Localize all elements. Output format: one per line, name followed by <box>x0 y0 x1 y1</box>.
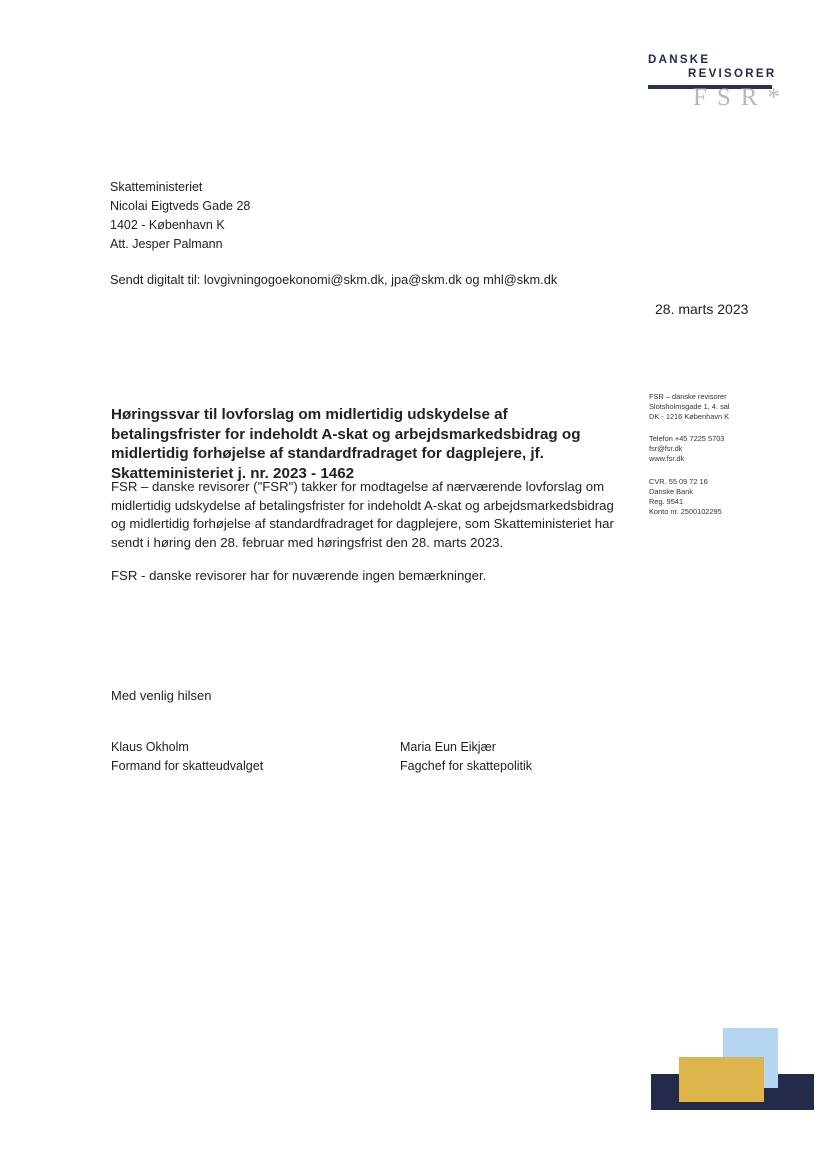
sidebar-address-2: DK - 1216 København K <box>649 412 730 421</box>
sidebar-reg: Reg. 9541 <box>649 497 684 506</box>
sidebar-web: www.fsr.dk <box>649 454 685 463</box>
signature-title: Fagchef for skattepolitik <box>400 759 533 773</box>
body-paragraph-1: FSR – danske revisorer ("FSR") takker for modtagelse af nærværende lovforslag om midlertidig udskydelse af betalingsfrister for indeholdt A-skat og arbejdsmarkedsbidrag og midlertidig forhøjelse af standardfradraget for dagplejere, som Skatteministeriet har sendt i høring den 28. februar med høringsfrist den 28. marts 2023. <box>111 479 614 550</box>
recipient-attention: Att. Jesper Palmann <box>110 237 223 251</box>
logo-mark-fsr: FSR* <box>693 84 790 111</box>
signature-name: Klaus Okholm <box>111 740 189 754</box>
body-paragraph-2: FSR - danske revisorer har for nuværende ingen bemærkninger. <box>111 568 487 583</box>
logo-text-danske: DANSKE <box>648 54 711 66</box>
recipient-name: Skatteministeriet <box>110 180 203 194</box>
sidebar-phone: Telefon +45 7225 5703 <box>649 434 725 443</box>
letter-heading: Høringssvar til lovforslag om midlertidig udskydelse af betalingsfrister for indeholdt A-skat og arbejdsmarkedsbidrag og midlertidig forhøjelse af standardfradraget for dagplejere, jf. Skatteministeriet j. nr. 2023 - 1462 <box>111 406 581 482</box>
recipient-city: 1402 - København K <box>110 218 225 232</box>
decorative-gold-block <box>679 1057 764 1102</box>
sent-digitally-line: Sendt digitalt til: lovgivningogoekonomi@skm.dk, jpa@skm.dk og mhl@skm.dk <box>110 272 558 287</box>
sidebar-address-1: Slotsholmsgade 1, 4. sal <box>649 402 730 411</box>
sidebar-konto: Konto nr. 2500102295 <box>649 507 722 516</box>
letter-date: 28. marts 2023 <box>655 301 749 317</box>
recipient-street: Nicolai Eigtveds Gade 28 <box>110 199 251 213</box>
signature-title: Formand for skatteudvalget <box>111 759 264 773</box>
sidebar-org: FSR – danske revisorer <box>649 392 727 401</box>
sidebar-bank: Danske Bank <box>649 487 693 496</box>
sidebar-cvr: CVR. 55 09 72 16 <box>649 477 708 486</box>
logo-text-revisorer: REVISORER <box>688 68 777 80</box>
sidebar-email: fsr@fsr.dk <box>649 444 683 453</box>
signature-block-1 <box>111 738 263 776</box>
signature-block-2 <box>400 738 532 776</box>
signature-name: Maria Eun Eikjær <box>400 740 496 754</box>
closing-greeting: Med venlig hilsen <box>111 688 212 703</box>
